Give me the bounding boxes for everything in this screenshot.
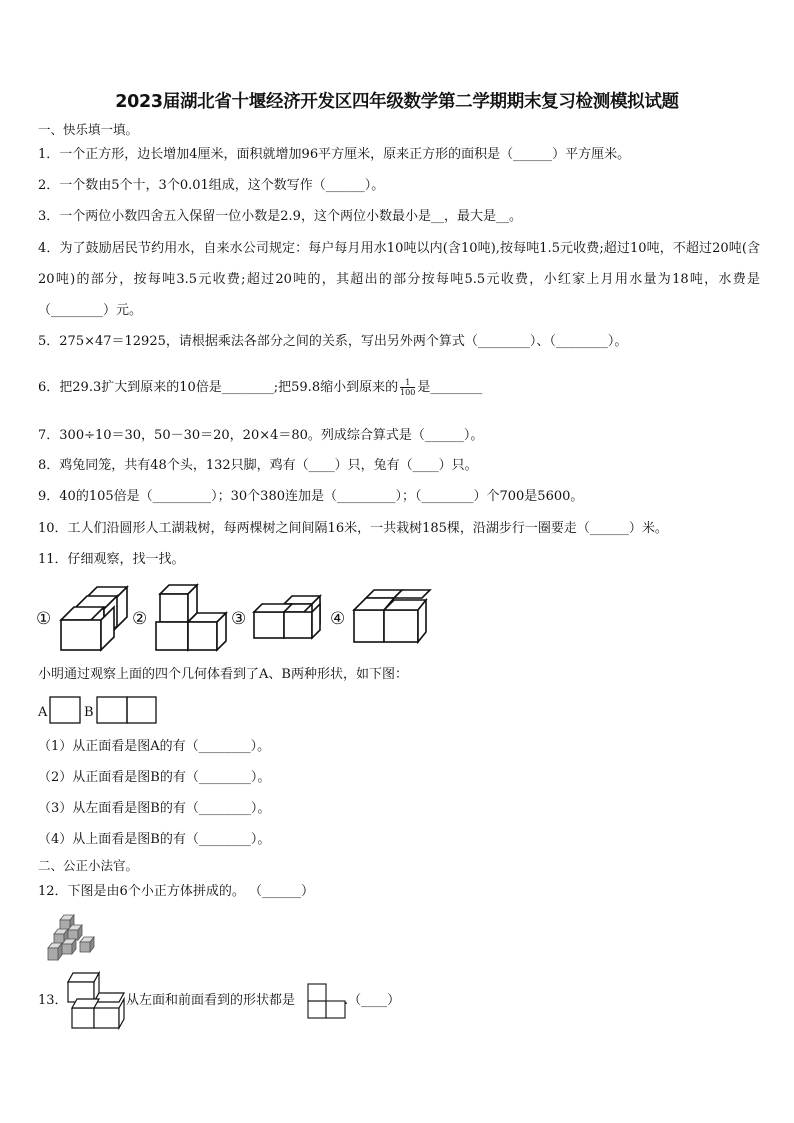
question-9: 9．40的105倍是（_________）；30个380连加是（_________）；（________）个700是5600。 — [38, 489, 584, 504]
question-13-end: .（____） — [344, 993, 401, 1008]
question-11-description: 小明通过观察上面的四个几何体看到了A、B两种形状，如下图： — [38, 667, 408, 682]
solid-label-4: ④ — [330, 609, 346, 629]
sub-question-4: （4）从上面看是图B的有（________）。 — [38, 832, 271, 847]
shape-a-square — [50, 697, 80, 723]
question-12: 12．下图是由6个小正方体拼成的。 （______） — [38, 884, 314, 899]
question-3: 3．一个两位小数四舍五入保留一位小数是2.9，这个两位小数最小是__，最大是__。 — [38, 209, 522, 224]
page-title: 2023届湖北省十堰经济开发区四年级数学第二学期期末复习检测模拟试题 — [115, 92, 679, 112]
section-2-heading: 二、公正小法官。 — [38, 858, 139, 873]
question-6-part-b: 是________ — [417, 380, 483, 395]
shape-b-label: B — [84, 705, 94, 720]
solid-label-3: ③ — [231, 609, 247, 629]
question-13-answer-shape — [306, 982, 348, 1020]
question-8: 8．鸡兔同笼，共有48个头，132只脚，鸡有（____）只，兔有（____）只。 — [38, 458, 478, 473]
question-10: 10．工人们沿圆形人工湖栽树，每两棵树之间间隔16米，一共栽树185棵，沿湖步行一圈要走（______）米。 — [38, 521, 668, 536]
question-6 — [38, 378, 482, 397]
question-1: 1．一个正方形，边长增加4厘米，面积就增加96平方厘米，原来正方形的面积是（______）平方厘米。 — [38, 147, 631, 162]
shape-b-right-square — [127, 697, 156, 723]
shapes-a-b-figure — [48, 696, 160, 724]
fraction-numerator: 1 — [400, 378, 415, 388]
sub-question-3: （3）从左面看是图B的有（________）。 — [38, 801, 271, 816]
question-2: 2．一个数由5个十，3个0.01组成，这个数写作（______）。 — [38, 178, 385, 193]
solid-1-cubes — [61, 587, 127, 650]
solid-3-cubes — [254, 596, 320, 638]
question-13-text: 从左面和前面看到的形状都是 — [126, 993, 296, 1008]
question-7: 7．300÷10＝30，50－30＝20，20×4＝80。列成综合算式是（______）。 — [38, 428, 484, 443]
shape-b-left-square — [97, 697, 127, 723]
question-11: 11．仔细观察，找一找。 — [38, 552, 185, 567]
cube-solids-figure — [36, 582, 436, 654]
shape-a-label: A — [38, 705, 48, 720]
solid-4-cubes — [354, 590, 430, 642]
section-1-heading: 一、快乐填一填。 — [38, 122, 139, 137]
solid-label-1: ① — [36, 609, 52, 629]
fraction-one-hundredth — [400, 378, 415, 397]
solid-label-2: ② — [132, 609, 148, 629]
question-4: 4．为了鼓励居民节约用水，自来水公司规定：每户每月用水10吨以内(含10吨),按每吨1.5元收费;超过10吨，不超过20吨(含20吨)的部分，按每吨3.5元收费;超过20吨的，其超出的部分按每吨5.5元收费，小红家上月用水量为18吨，水费是（________）元。 — [38, 241, 760, 318]
question-13-number: 13． — [38, 993, 68, 1008]
sub-question-2: （2）从正面看是图B的有（________）。 — [38, 770, 271, 785]
question-5: 5．275×47＝12925，请根据乘法各部分之间的关系，写出另外两个算式（________）、（________）。 — [38, 334, 628, 349]
sub-question-1: （1）从正面看是图A的有（________）。 — [38, 739, 271, 754]
question-12-cube-stack — [44, 912, 98, 968]
question-6-part-a: 6．把29.3扩大到原来的10倍是________;把59.8缩小到原来的 — [38, 380, 399, 395]
solid-2-cubes — [156, 585, 226, 650]
question-13-cube-figure — [64, 968, 126, 1030]
fraction-denominator: 100 — [400, 388, 416, 397]
